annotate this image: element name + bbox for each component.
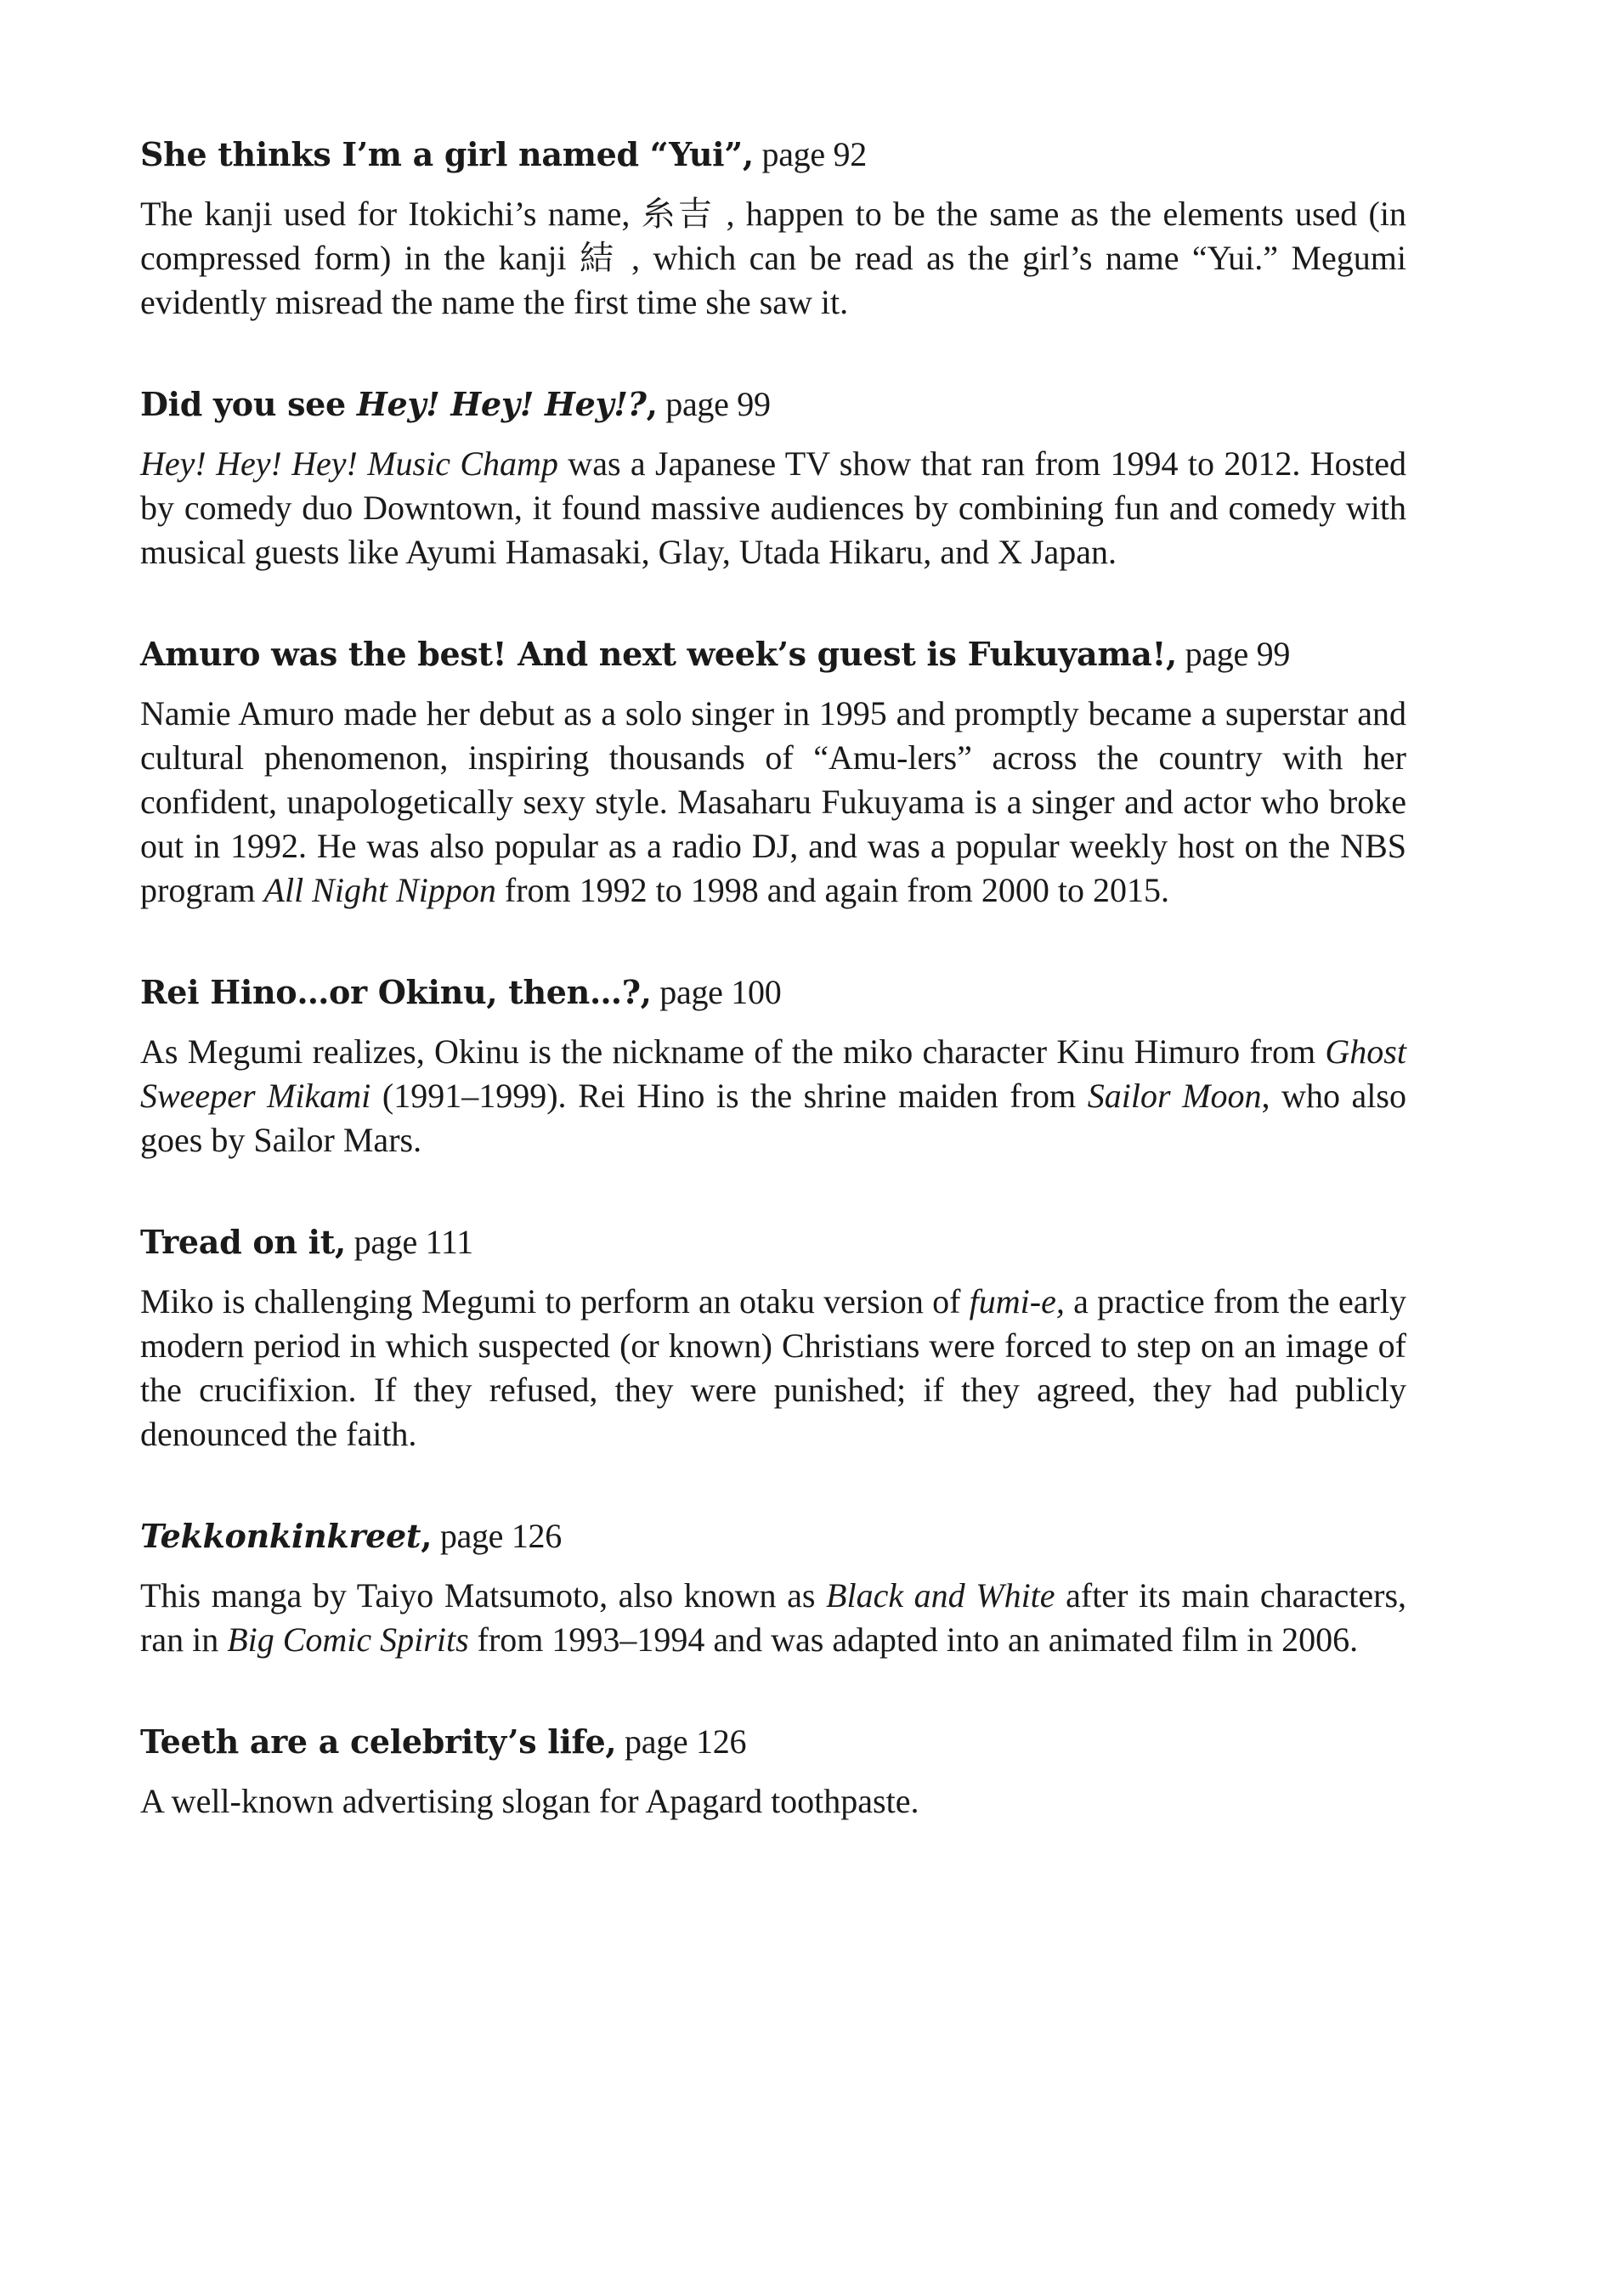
page-reference: page 126 [616,1722,747,1761]
glossary-page [140,129,1406,1824]
note-heading: Amuro was the best! And next week’s guest is Fukuyama!, page 99 [140,635,1291,673]
note-body: A well-known advertising slogan for Apagard toothpaste. [140,1782,919,1820]
page-reference: page 99 [657,385,771,423]
note-body: Miko is challenging Megumi to perform an otaku version of fumi-e, a practice from the early modern period in which suspected (or known) Christians were forced to step on an image of the crucifixion. If they refused, they were punished; if they agreed, they had publicly denounced the faith. [140,1282,1406,1453]
note-heading: Did you see Hey! Hey! Hey!?, page 99 [140,385,771,423]
note-rei-hino [140,967,1406,1162]
note-body: Hey! Hey! Hey! Music Champ was a Japanese TV show that ran from 1994 to 2012. Hosted by comedy duo Downtown, it found massive audiences by combining fun and comedy with musical guests like Ayumi Hamasaki, Glay, Utada Hikaru, and X Japan. [140,444,1406,571]
page-reference: page 126 [432,1517,562,1555]
note-heading: Tread on it, page 111 [140,1223,473,1261]
note-teeth [140,1716,1406,1824]
page-reference: page 111 [345,1223,473,1261]
note-yui [140,129,1406,325]
note-heading: She thinks I’m a girl named “Yui”, page 92 [140,135,867,173]
note-heading: Rei Hino…or Okinu, then…?, page 100 [140,973,782,1011]
note-body: The kanji used for Itokichi’s name, 糸吉 , happen to be the same as the elements used (in compressed form) in the kanji 結 , which can be read as the girl’s name “Yui.” Megumi evidently misread the name the first time she saw it. [140,195,1406,321]
note-tekkonkinkreet [140,1511,1406,1662]
note-heading: Teeth are a celebrity’s life, page 126 [140,1722,747,1761]
note-body: Namie Amuro made her debut as a solo singer in 1995 and promptly became a superstar and cultural phenomenon, inspiring thousands of “Amu-lers” across the country with her confident, unapologetically sexy style. Masaharu Fukuyama is a singer and actor who broke out in 1992. He was also popular as a radio DJ, and was a popular weekly host on the NBS program All Night Nippon from 1992 to 1998 and again from 2000 to 2015. [140,694,1406,909]
note-tread-on-it [140,1217,1406,1456]
page-reference: page 99 [1176,635,1291,673]
note-heading: Tekkonkinkreet, page 126 [140,1517,562,1555]
note-body: This manga by Taiyo Matsumoto, also known as Black and White after its main characters, ran in Big Comic Spirits from 1993–1994 and was adapted into an animated film in 2006. [140,1576,1407,1659]
note-amuro [140,629,1406,913]
note-hey-hey-hey [140,379,1406,574]
page-reference: page 92 [753,135,867,173]
note-body: As Megumi realizes, Okinu is the nickname of the miko character Kinu Himuro from Ghost Sweeper Mikami (1991–1999). Rei Hino is the shrine maiden from Sailor Moon, who also goes by Sailor Mars. [140,1032,1406,1159]
page-reference: page 100 [651,973,782,1011]
